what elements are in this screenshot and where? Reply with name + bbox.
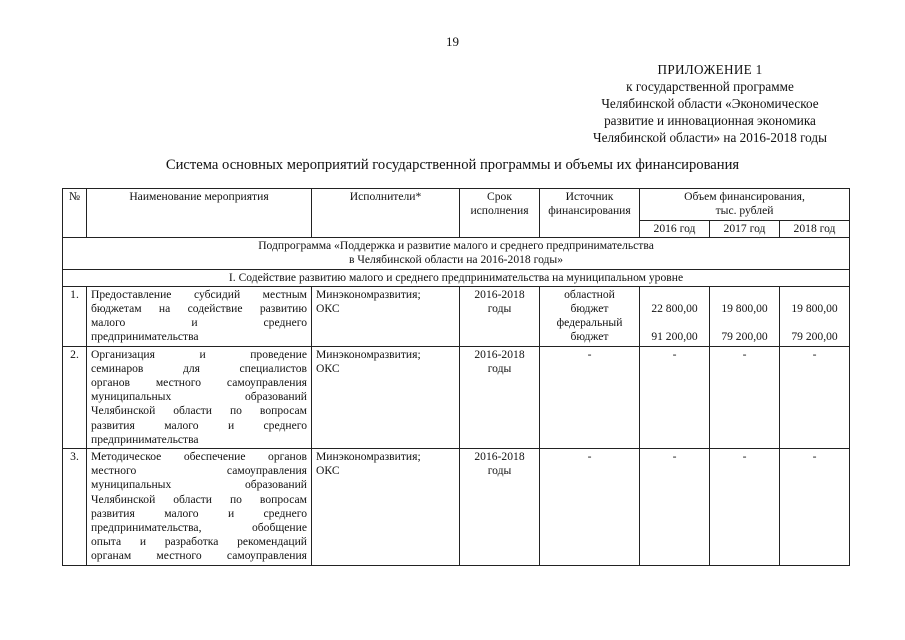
row-num: 2.: [63, 346, 87, 448]
value-federal: 91 200,00: [651, 330, 698, 344]
row-name-line: муниципальных образований: [91, 478, 307, 492]
header-year-2018: 2018 год: [780, 221, 850, 238]
header-num: №: [63, 189, 87, 238]
subprogram-title: [63, 238, 850, 269]
header-row: [63, 189, 850, 221]
row-executors: [312, 449, 460, 566]
row-source: -: [540, 346, 640, 448]
row-num: 1.: [63, 286, 87, 346]
header-funding: [640, 189, 850, 221]
row-name-line: Челябинской области по вопросам: [91, 404, 307, 418]
executor-line: ОКС: [316, 302, 340, 316]
row-name-line: малого и среднего: [91, 316, 307, 330]
header-year-2016: 2016 год: [640, 221, 710, 238]
term-line: годы: [487, 361, 512, 375]
row-source: -: [540, 449, 640, 566]
row-executors: [312, 286, 460, 346]
row-name-line: бюджетам на содействие развитию: [91, 302, 307, 316]
row-name-line: Предоставление субсидий местным: [91, 287, 307, 301]
term-line: годы: [487, 302, 512, 316]
row-name-line: предпринимательства, обобщение: [91, 521, 307, 535]
row-2016: -: [640, 346, 710, 448]
document-title: Система основных мероприятий государственной программы и объемы их финансирования: [165, 157, 740, 173]
row-2018: [780, 286, 850, 346]
executor-line: ОКС: [316, 361, 340, 375]
value-federal: 79 200,00: [791, 330, 838, 344]
appendix-line: Челябинской области «Экономическое: [601, 96, 819, 111]
measures-table: [62, 188, 850, 566]
row-name-line: Челябинской области по вопросам: [91, 492, 307, 506]
term-line: 2016-2018: [474, 450, 525, 464]
row-name-line: предпринимательства: [91, 432, 199, 446]
appendix-heading: ПРИЛОЖЕНИЕ 1: [657, 62, 763, 77]
table-row: [63, 286, 850, 346]
table-row: [63, 346, 850, 448]
header-name: Наименование мероприятия: [87, 189, 312, 238]
row-name-line: опыта и разработка рекомендаций: [91, 535, 307, 549]
row-term: [460, 449, 540, 566]
row-name-line: Методическое обеспечение органов: [91, 450, 307, 464]
header-executors: Исполнители*: [312, 189, 460, 238]
row-2017: [710, 286, 780, 346]
executor-line: Минэкономразвития;: [316, 450, 421, 464]
term-line: годы: [487, 464, 512, 478]
term-line: 2016-2018: [474, 287, 525, 301]
executor-line: ОКС: [316, 464, 340, 478]
row-2016: [640, 286, 710, 346]
appendix-block: [560, 61, 860, 146]
row-2018: -: [780, 346, 850, 448]
executor-line: Минэкономразвития;: [316, 287, 421, 301]
row-name-line: органам местного самоуправления: [91, 549, 307, 563]
appendix-line: развитие и инновационная экономика: [604, 113, 816, 128]
table-row: [63, 449, 850, 566]
header-source: Источник финансирования: [540, 189, 640, 238]
value-federal: 79 200,00: [721, 330, 768, 344]
row-name-line: Организация и проведение: [91, 347, 307, 361]
row-name: [87, 286, 312, 346]
row-name-line: семинаров для специалистов: [91, 361, 307, 375]
appendix-line: Челябинской области» на 2016-2018 годы: [593, 130, 827, 145]
value-regional: 19 800,00: [791, 302, 838, 316]
subprogram-row: [63, 238, 850, 269]
row-name: [87, 346, 312, 448]
row-executors: [312, 346, 460, 448]
header-funding-unit: тыс. рублей: [715, 204, 774, 217]
row-2016: -: [640, 449, 710, 566]
header-funding-label: Объем финансирования,: [684, 190, 805, 203]
row-term: [460, 286, 540, 346]
row-source: [540, 286, 640, 346]
row-2017: -: [710, 449, 780, 566]
row-name: [87, 449, 312, 566]
source-line: бюджет: [570, 302, 609, 316]
row-name-line: предпринимательства: [91, 330, 199, 344]
appendix-line: к государственной программе: [626, 79, 794, 94]
source-line: бюджет: [570, 330, 609, 344]
section-title: I. Содействие развитию малого и среднего предпринимательства на муниципальном уровне: [63, 269, 850, 286]
source-line: областной: [564, 287, 615, 301]
term-line: 2016-2018: [474, 347, 525, 361]
row-name-line: развития малого и среднего: [91, 506, 307, 520]
value-regional: 19 800,00: [721, 302, 768, 316]
subprogram-line: в Челябинской области на 2016-2018 годы»: [349, 253, 564, 267]
section-row: [63, 269, 850, 286]
row-num: 3.: [63, 449, 87, 566]
source-line: федеральный: [556, 316, 623, 330]
subprogram-line: Подпрограмма «Поддержка и развитие малого и среднего предпринимательства: [258, 239, 654, 253]
row-name-line: муниципальных образований: [91, 390, 307, 404]
value-regional: 22 800,00: [651, 302, 698, 316]
page-number: 19: [446, 34, 459, 49]
header-term: Срок исполнения: [460, 189, 540, 238]
executor-line: Минэкономразвития;: [316, 347, 421, 361]
row-term: [460, 346, 540, 448]
row-2018: -: [780, 449, 850, 566]
row-name-line: органов местного самоуправления: [91, 376, 307, 390]
header-year-2017: 2017 год: [710, 221, 780, 238]
row-name-line: местного самоуправления: [91, 464, 307, 478]
row-name-line: развития малого и среднего: [91, 418, 307, 432]
row-2017: -: [710, 346, 780, 448]
